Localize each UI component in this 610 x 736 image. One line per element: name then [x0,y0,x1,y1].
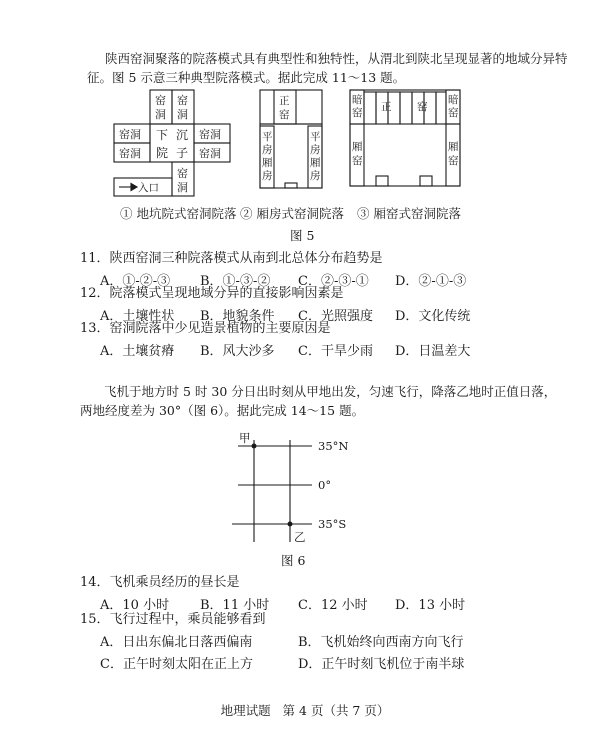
point-yi-marker [288,522,293,527]
label-jia: 甲 [239,431,251,445]
d1-b2: 洞 [177,181,188,194]
d3-top-mid-1: 正 [381,101,392,113]
d2-left-3: 厢 [262,157,273,169]
d2-right-1: 平 [310,131,321,143]
d2-right-3: 厢 [310,157,321,169]
diagram-3-side-cave-courtyard [350,90,460,186]
q14-option-a[interactable]: A．10 小时 [100,598,170,613]
q12-option-a[interactable]: A．土壤性状 [100,309,175,324]
q14-text: 飞机乘员经历的昼长是 [109,575,240,590]
q15-num: 15． [80,612,110,627]
q11-option-a[interactable]: A．①-②-③ [100,274,171,289]
d2-top-2: 窑 [279,109,290,121]
q11-option-d[interactable]: D．②-①-③ [395,274,467,289]
d1-l2: 窑洞 [119,147,141,160]
intro-paragraph-1 [87,49,597,87]
question-15 [80,611,600,674]
q12-num: 12． [80,286,110,301]
d3-top-mid-2: 窑 [417,101,428,113]
q13-text: 窑洞院落中少见造景植物的主要原因是 [109,321,331,336]
figure-6 [224,428,374,548]
intro-1-line-1: 陕西窑洞聚落的院落模式具有典型性和独特性，从渭北到陕北呈现显著的地域分异特 [105,51,568,66]
entrance-arrow-icon [119,184,137,191]
d1-caption: ① 地坑院式窑洞院落 [120,206,237,221]
intro-2-line-1: 飞机于地方时 5 时 30 分日出时刻从甲地出发，匀速飞行，降落乙地时正值日落， [104,384,557,399]
label-0: 0° [318,478,332,492]
d2-right-4: 房 [310,170,321,182]
d1-c3: 院 [156,146,169,160]
q15-option-a[interactable]: A．日出东偏北日落西偏南 [100,635,253,650]
question-13 [80,320,600,361]
point-jia-marker [252,444,257,449]
q11-option-b[interactable]: B．①-③-② [200,274,271,289]
q13-num: 13． [80,321,110,336]
page-footer: 地理试题 第 4 页（共 7 页） [220,703,390,718]
d2-top-1: 正 [279,95,290,107]
q15-option-c[interactable]: C．正午时刻太阳在正上方 [100,657,253,672]
q12-option-d[interactable]: D．文化传统 [395,309,471,324]
d1-entrance-label: 入口 [138,182,159,194]
question-14 [80,574,600,615]
d3-left-2: 窑 [352,155,363,167]
label-35s: 35°S [318,517,347,531]
d3-top-left-2: 窑 [352,107,363,119]
q13-option-a[interactable]: A．土壤贫瘠 [100,344,175,359]
q13-option-b[interactable]: B．风大沙多 [200,344,275,359]
d1-c4: 子 [176,146,189,160]
q11-num: 11． [80,251,110,266]
q15-option-b[interactable]: B．飞机始终向西南方向飞行 [298,635,464,650]
d1-b1: 窑 [177,167,188,180]
q12-text: 院落模式呈现地域分异的直接影响因素是 [109,286,344,301]
d3-top-left-1: 暗 [352,94,363,106]
q14-option-c[interactable]: C．12 小时 [298,598,368,613]
d3-top-right-2: 窑 [448,107,459,119]
figure-6-title: 图 6 [281,553,306,568]
d3-caption: ③ 厢窑式窑洞院落 [357,206,461,221]
d1-l1: 窑洞 [119,128,141,141]
d1-r1: 窑洞 [199,128,221,141]
d2-right-2: 房 [310,144,321,156]
d1-c2: 沉 [176,128,189,142]
d2-left-2: 房 [262,144,273,156]
d2-left-1: 平 [262,131,273,143]
diagram-1-underground-courtyard [114,90,230,196]
q14-num: 14． [80,575,110,590]
d1-c1: 下 [156,128,169,142]
d2-caption: ② 厢房式窑洞院落 [240,206,344,221]
figure-5-title: 图 5 [290,228,315,243]
d1-r2: 窑洞 [199,147,221,160]
q11-text: 陕西窑洞三种院落模式从南到北总体分布趋势是 [109,251,383,266]
intro-1-line-2: 征。图 5 示意三种典型院落模式。据此完成 11～13 题。 [87,70,406,85]
d1-t3: 窑 [177,94,188,107]
q15-text: 飞行过程中，乘员能够看到 [109,612,266,627]
q13-option-d[interactable]: D．日温差大 [395,344,471,359]
d1-t2: 洞 [155,108,166,121]
d3-right-1: 厢 [448,141,459,153]
d3-right-2: 窑 [448,155,459,167]
q12-option-c[interactable]: C．光照强度 [298,309,373,324]
q11-option-c[interactable]: C．②-③-① [298,274,369,289]
intro-2-line-2: 两地经度差为 30°（图 6）。据此完成 14～15 题。 [80,403,365,418]
q14-option-d[interactable]: D．13 小时 [395,598,466,613]
intro-paragraph-2 [80,382,600,420]
d1-t4: 洞 [177,108,188,121]
d2-left-4: 房 [262,170,273,182]
d3-top-right-1: 暗 [448,94,459,106]
d3-left-1: 厢 [352,141,363,153]
q12-option-b[interactable]: B．地貌条件 [200,309,275,324]
q15-option-d[interactable]: D．正午时刻飞机位于南半球 [298,657,465,672]
q14-option-b[interactable]: B．11 小时 [200,598,270,613]
q13-option-c[interactable]: C．干旱少雨 [298,344,373,359]
label-35n: 35°N [318,439,349,453]
label-yi: 乙 [294,530,306,544]
d1-t1: 窑 [155,94,166,107]
